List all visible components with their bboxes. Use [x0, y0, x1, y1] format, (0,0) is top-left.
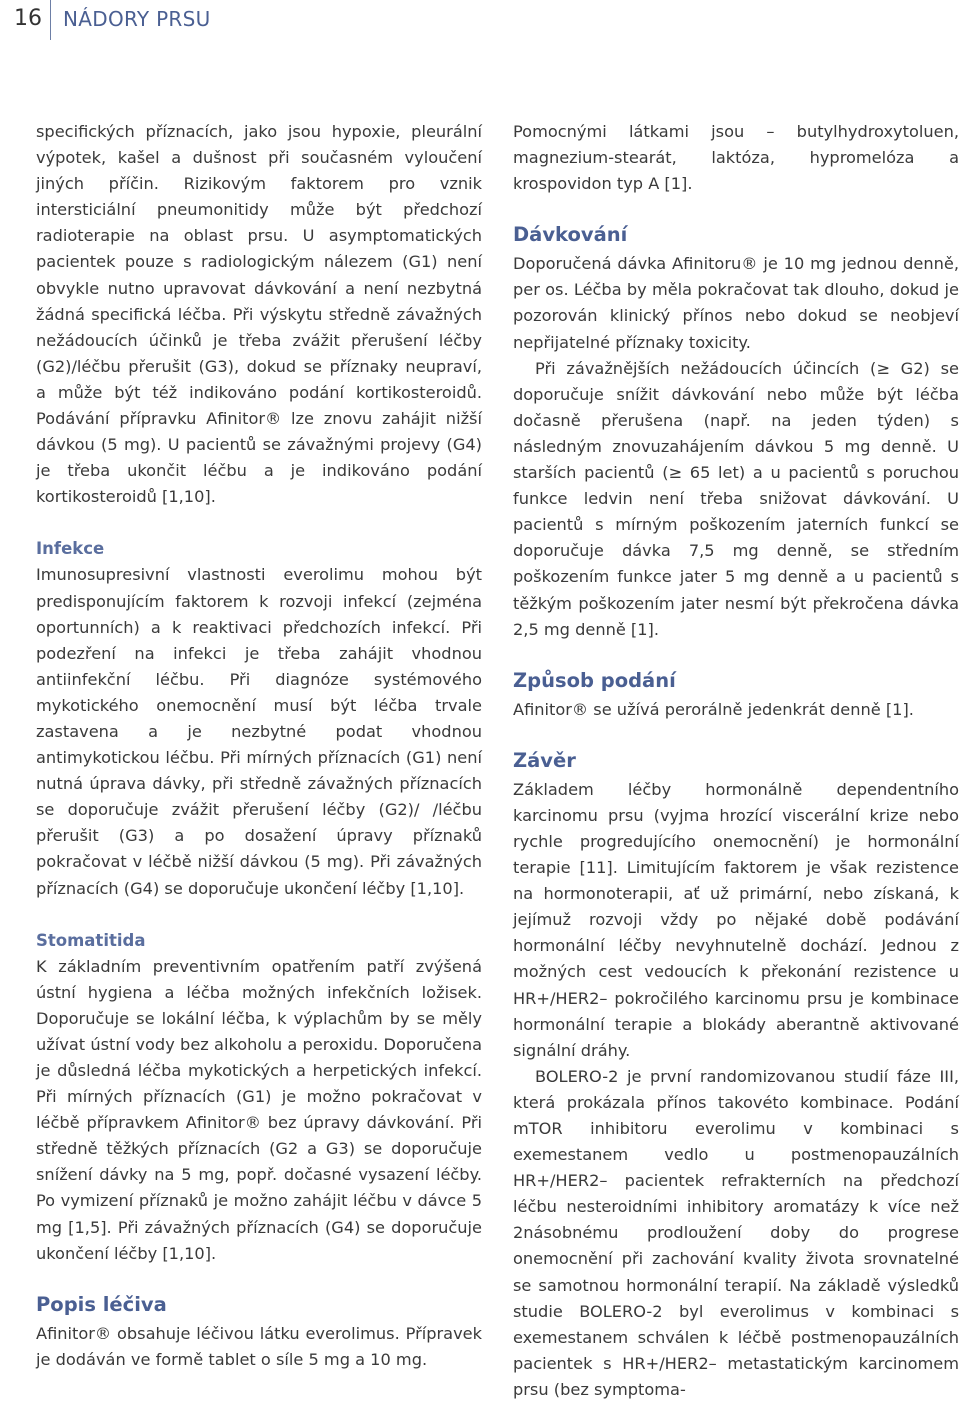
infekce-heading: Infekce — [36, 539, 105, 559]
page-number: 16 — [14, 6, 42, 31]
page-header — [0, 0, 960, 40]
zpusob-podani-paragraph: Afinitor® se užívá perorálně jedenkrát denně [1]. — [513, 699, 914, 719]
left-intro-paragraph: specifických příznacích, jako jsou hypoxie, pleurální výpotek, kašel a dušnost při současném vyloučení jiných příčin. Rizikovým faktorem pro vznik intersticiální pneumonitidy může být předchozí radioterapie na oblast prsu. U asymptomatických pacientek pouze s radiologickým nálezem (G1) není obvykle nutno upravovat dávkování a není nezbytná žádná specifická léčba. Při výskytu středně závažných nežádoucích účinků je třeba zvážit přerušení léčby (G2)/léčbu přerušit (G3), dokud se příznaky neupraví, a může být též indikováno podání kortikosteroidů. Podávání přípravku Afinitor® lze znovu zahájit nižší dávkou (5 mg). U pacientů se závažnými projevy (G4) je třeba ukončit léčbu a je indikováno podání kortikosteroidů [1,10]. — [36, 122, 482, 507]
davkovani-paragraph-1: Doporučená dávka Afinitoru® je 10 mg jednou denně, per os. Léčba by měla pokračovat tak dlouho, dokud je pozorován klinický přínos nebo dokud se neobjeví nepřijatelné příznaky toxicity. — [513, 254, 959, 352]
zaver-paragraph-1: Základem léčby hormonálně dependentního karcinomu prsu (vyjma hrozící viscerální krize nebo rychle progredujícího onemocnění) je hormonální terapie [11]. Limitujícím faktorem je však rezistence na hormonoterapii, ať už primární, nebo získaná, k jejímuž rozvoji vždy po nějaké době podávání hormonální léčby nevyhnutelně dochází. Jednou z možných cest vedoucích k překonání rezistence u HR+/HER2– pokročilého karcinomu prsu je kombinace hormonální terapie a blokády aberantně aktivované signální dráhy. — [513, 779, 959, 1060]
right-column — [513, 119, 959, 1403]
popis-leciva-paragraph: Afinitor® obsahuje léčivou látku everolimus. Přípravek je dodáván ve formě tablet o síle 5 mg a 10 mg. — [36, 1323, 482, 1369]
header-divider — [50, 0, 51, 40]
stomatitida-heading: Stomatitida — [36, 930, 146, 950]
stomatitida-paragraph: K základním preventivním opatřením patří zvýšená ústní hygiena a léčba možných infekčních ložisek. Doporučuje se lokální léčba, k výplachům by se měly užívat ústní vody bez alkoholu a peroxidu. Doporučena je důsledná léčba mykotických a herpetických infekcí. Při mírných příznacích (G1) je možno pokračovat v léčbě přípravkem Afinitor® bez úpravy dávkování. Při středně těžkých příznacích (G2 a G3) se doporučuje snížení dávky na 5 mg, popř. dočasné vysazení léčby. Po vymizení příznaků je možno zahájit léčbu v dávce 5 mg [1,5]. Při závažných příznacích (G4) se doporučuje ukončení léčby [1,10]. — [36, 956, 482, 1263]
left-column — [36, 119, 482, 1373]
zaver-heading: Závěr — [513, 748, 576, 772]
section-title: NÁDORY PRSU — [63, 7, 211, 31]
infekce-paragraph: Imunosupresivní vlastnosti everolimu mohou být predisponujícím faktorem k rozvoji infekcí (zejména oportunních) a k reaktivaci předchozích infekcí. Při podezření na infekci je třeba zahájit vhodnou antiinfekční léčbu. Při diagnóze systémového mykotického onemocnění musí být léčba trvale zastavena a je nezbytné podat vhodnou antimykotickou léčbu. Při mírných příznacích (G1) není nutná úprava dávky, při středně závažných příznacích se doporučuje zvážit přerušení léčby (G2)/ /léčbu přerušit (G3) a po dosažení úpravy příznaků pokračovat v léčbě nižší dávkou (5 mg). Při závažných příznacích (G4) se doporučuje ukončení léčby [1,10]. — [36, 565, 482, 898]
popis-leciva-heading: Popis léčiva — [36, 1292, 167, 1316]
zpusob-podani-heading: Způsob podání — [513, 668, 676, 692]
zaver-paragraph-2: BOLERO-2 je první randomizovanou studií fáze III, která prokázala přínos takovéto kombinace. Podání mTOR inhibitoru everolimu v kombinaci s exemestanem vedlo u postmenopauzálních HR+/HER2– pacientek refrakterních na předchozí léčbu nesteroidními inhibitory aromatázy k více než 2násobnému prodloužení doby do progrese onemocnění při zachování kvality života srovnatelné se samotnou hormonální terapií. Na základě výsledků studie BOLERO-2 byl everolimus v kombinaci s exemestanem schválen k léčbě postmenopauzálních pacientek s HR+/HER2– metastatickým karcinomem prsu (bez symptoma- — [513, 1066, 959, 1399]
davkovani-paragraph-2: Při závažnějších nežádoucích účincích (≥ G2) se doporučuje snížit dávkování nebo může být léčba dočasně přerušena (např. na jeden týden) s následným znovuzahájením dávkou 5 mg denně. U starších pacientů (≥ 65 let) a u pacientů s poruchou funkce ledvin není třeba snižovat dávkování. U pacientů s mírným poškozením jaterních funkcí se doporučuje dávka 7,5 mg denně, se středním poškozením funkce jater 5 mg denně a u pacientů s těžkým poškozením jater nesmí být překročena dávka 2,5 mg denně [1]. — [513, 358, 959, 639]
davkovani-heading: Dávkování — [513, 223, 628, 247]
right-intro-paragraph: Pomocnými látkami jsou – butylhydroxytoluen, magnezium-stearát, laktóza, hypromelóza a krospovidon typ A [1]. — [513, 122, 959, 194]
